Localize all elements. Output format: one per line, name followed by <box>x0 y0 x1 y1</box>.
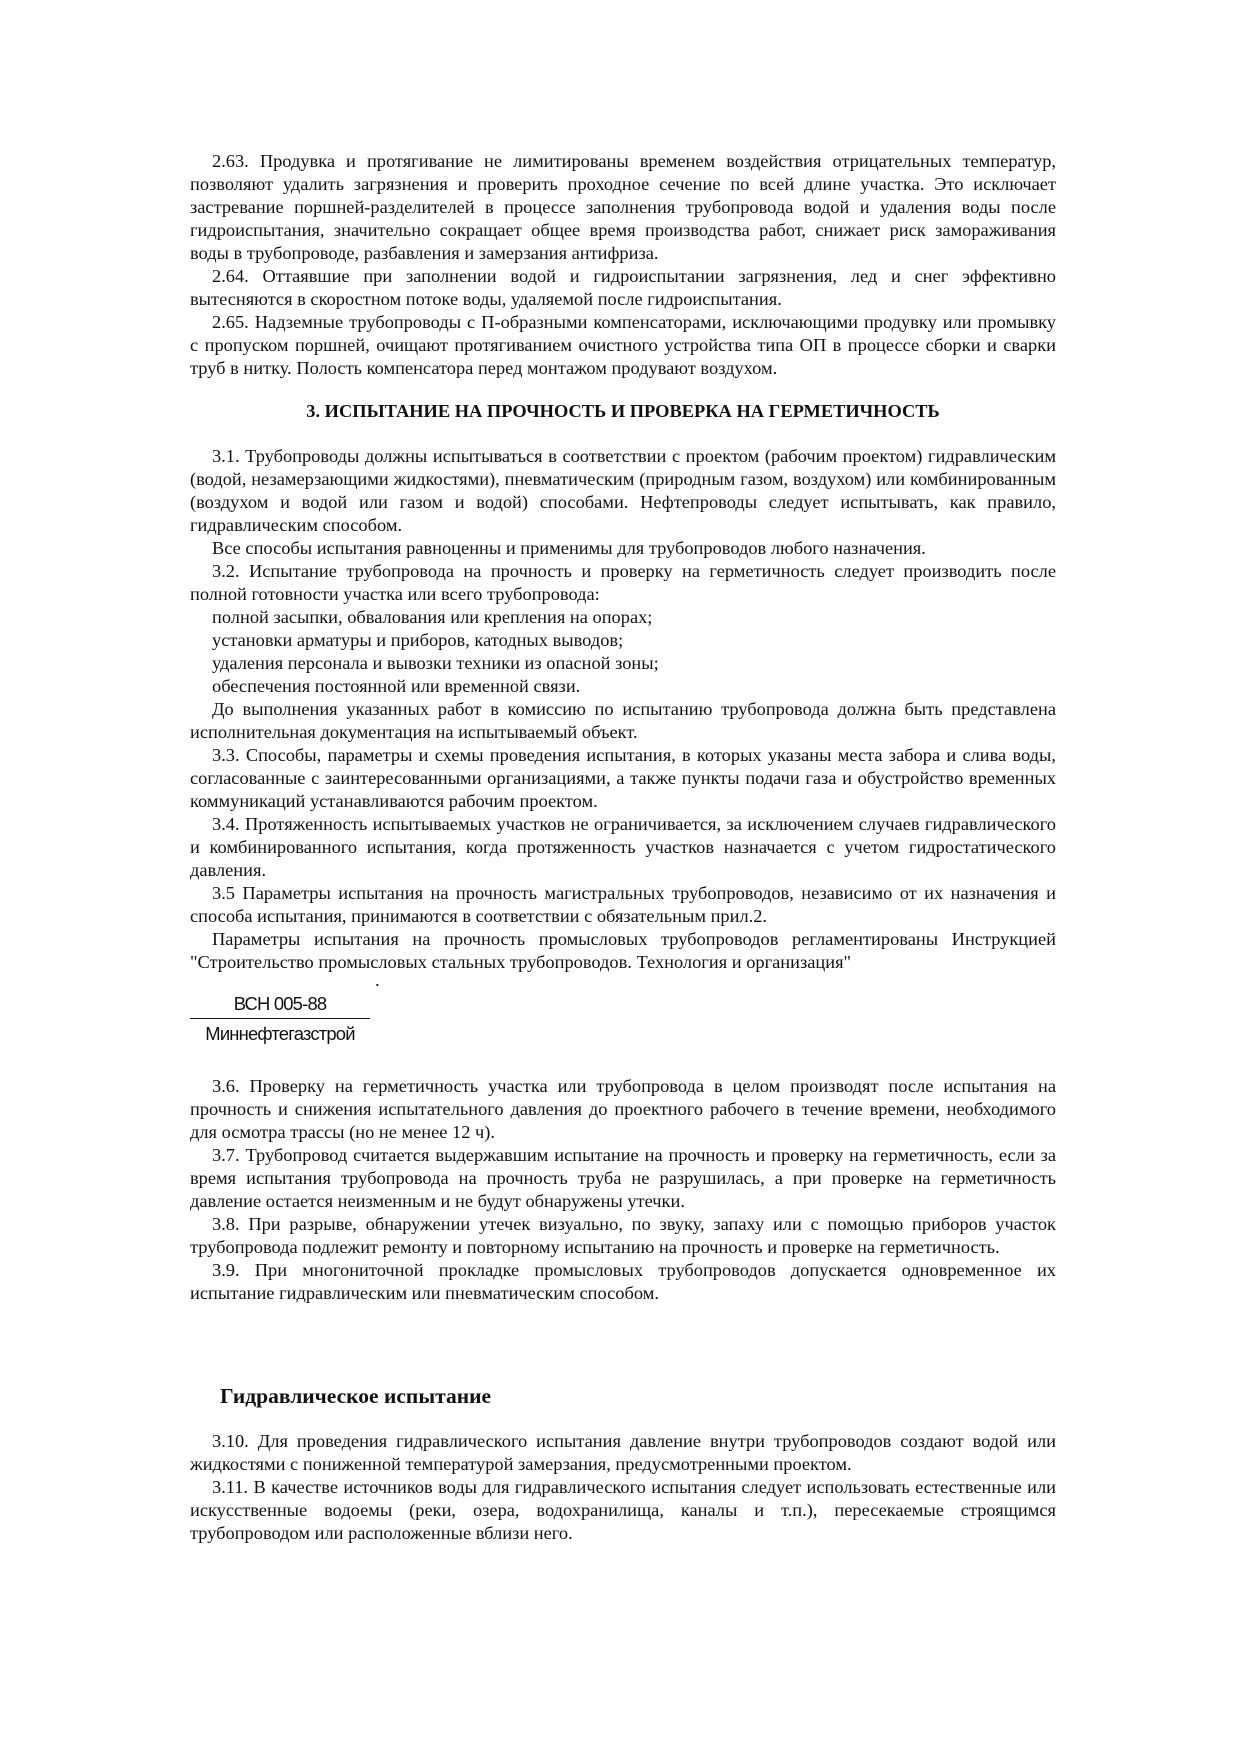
spacer <box>190 1408 1056 1430</box>
paragraph-3-8: 3.8. При разрыве, обнаружении утечек визуально, по звуку, запаху или с помощью приборов участок трубопровода подлежит ремонту и повторному испытанию на прочность и проверке на герметичность. <box>190 1214 1056 1257</box>
paragraph-field-pipelines: Параметры испытания на прочность промысловых трубопроводов регламентированы Инструкцией "Строительство промысловых стальных трубопроводов. Технология и организация" <box>190 929 1056 972</box>
paragraph-3-5: 3.5 Параметры испытания на прочность магистральных трубопроводов, независимо от их назначения и способа испытания, принимаются в соответствии с обязательным прил.2. <box>190 883 1056 926</box>
paragraph-3-10: 3.10. Для проведения гидравлического испытания давление внутри трубопроводов создают водой или жидкостями с пониженной температурой замерзания, предусмотренными проектом. <box>190 1431 1056 1474</box>
paragraph-3-6: 3.6. Проверку на герметичность участка или трубопровода в целом производят после испытания на прочность и снижения испытательного давления до проектного рабочего в течение времени, необходимого для осмотра трассы (но не менее 12 ч). <box>190 1076 1056 1142</box>
paragraph-3-9: 3.9. При многониточной прокладке промысловых трубопроводов допускается одновременное их испытание гидравлическим или пневматическим способом. <box>190 1260 1056 1303</box>
list-item-communication: обеспечения постоянной или временной связи. <box>212 676 581 696</box>
list-item-backfill: полной засыпки, обвалования или крепления на опорах; <box>212 607 653 627</box>
paragraph-3-4: 3.4. Протяженность испытываемых участков не ограничивается, за исключением случаев гидравлического и комбинированного испытания, когда протяженность участков назначается с учетом гидростатического давления. <box>190 814 1056 880</box>
section-title: 3. ИСПЫТАНИЕ НА ПРОЧНОСТЬ И ПРОВЕРКА НА ГЕРМЕТИЧНОСТЬ <box>306 401 940 421</box>
spacer <box>190 1045 1056 1075</box>
paragraph-documentation: До выполнения указанных работ в комиссию по испытанию трубопровода должна быть представлена исполнительная документация на испытываемый объект. <box>190 699 1056 742</box>
list-item-personnel: удаления персонала и вывозки техники из опасной зоны; <box>212 653 659 673</box>
reference-numerator: ВСН 005-88 <box>190 992 370 1019</box>
document-page <box>190 150 1056 1545</box>
reference-fraction <box>190 992 370 1045</box>
reference-dot: . <box>375 970 380 990</box>
paragraph-3-3: 3.3. Способы, параметры и схемы проведения испытания, в которых указаны места забора и слива воды, согласованные с заинтересованными организациями, а также пункты подачи газа и обустройство временных коммуникаций устанавливаются рабочим проектом. <box>190 745 1056 811</box>
list-item-fittings: установки арматуры и приборов, катодных выводов; <box>212 630 624 650</box>
reference-denominator: Миннефтегазстрой <box>205 1023 355 1044</box>
paragraph-all-methods: Все способы испытания равноценны и применимы для трубопроводов любого назначения. <box>212 538 926 558</box>
spacer <box>190 1305 1056 1385</box>
paragraph-3-2: 3.2. Испытание трубопровода на прочность и проверку на герметичность следует производить после полной готовности участка или всего трубопровода: <box>190 561 1056 604</box>
paragraph-3-11: 3.11. В качестве источников воды для гидравлического испытания следует использовать естественные или искусственные водоемы (реки, озера, водохранилища, каналы и т.п.), пересекаемые строящимся трубопроводом или расположенные вблизи него. <box>190 1477 1056 1543</box>
paragraph-3-1: 3.1. Трубопроводы должны испытываться в соответствии с проектом (рабочим проектом) гидравлическим (водой, незамерзающими жидкостями), пневматическим (природным газом, воздухом) или комбинированным (воздухом и водой или газом и водой) способами. Нефтепроводы следует испытывать, как правило, гидравлическим способом. <box>190 446 1056 535</box>
paragraph-2-64: 2.64. Оттаявшие при заполнении водой и гидроиспытании загрязнения, лед и снег эффективно вытесняются в скоростном потоке воды, удаляемой после гидроиспытания. <box>190 266 1056 309</box>
paragraph-2-65: 2.65. Надземные трубопроводы с П-образными компенсаторами, исключающими продувку или промывку с пропуском поршней, очищают протягиванием очистного устройства типа ОП в процессе сборки и сварки труб в нитку. Полость компенсатора перед монтажом продувают воздухом. <box>190 312 1056 378</box>
paragraph-3-7: 3.7. Трубопровод считается выдержавшим испытание на прочность и проверку на герметичность, если за время испытания трубопровода на прочность труба не разрушилась, а при проверке на герметичность давление остается неизменным и не будут обнаружены утечки. <box>190 1145 1056 1211</box>
subsection-title: Гидравлическое испытание <box>220 1384 492 1408</box>
paragraph-2-63: 2.63. Продувка и протягивание не лимитированы временем воздействия отрицательных температур, позволяют удалить загрязнения и проверить проходное сечение по всей длине участка. Это исключает застревание поршней-разделителей в процессе заполнения трубопровода водой и удаления воды после гидроиспытания, значительно сокращает общее время производства работ, снижает риск замораживания воды в трубопроводе, разбавления и замерзания антифриза. <box>190 151 1056 263</box>
